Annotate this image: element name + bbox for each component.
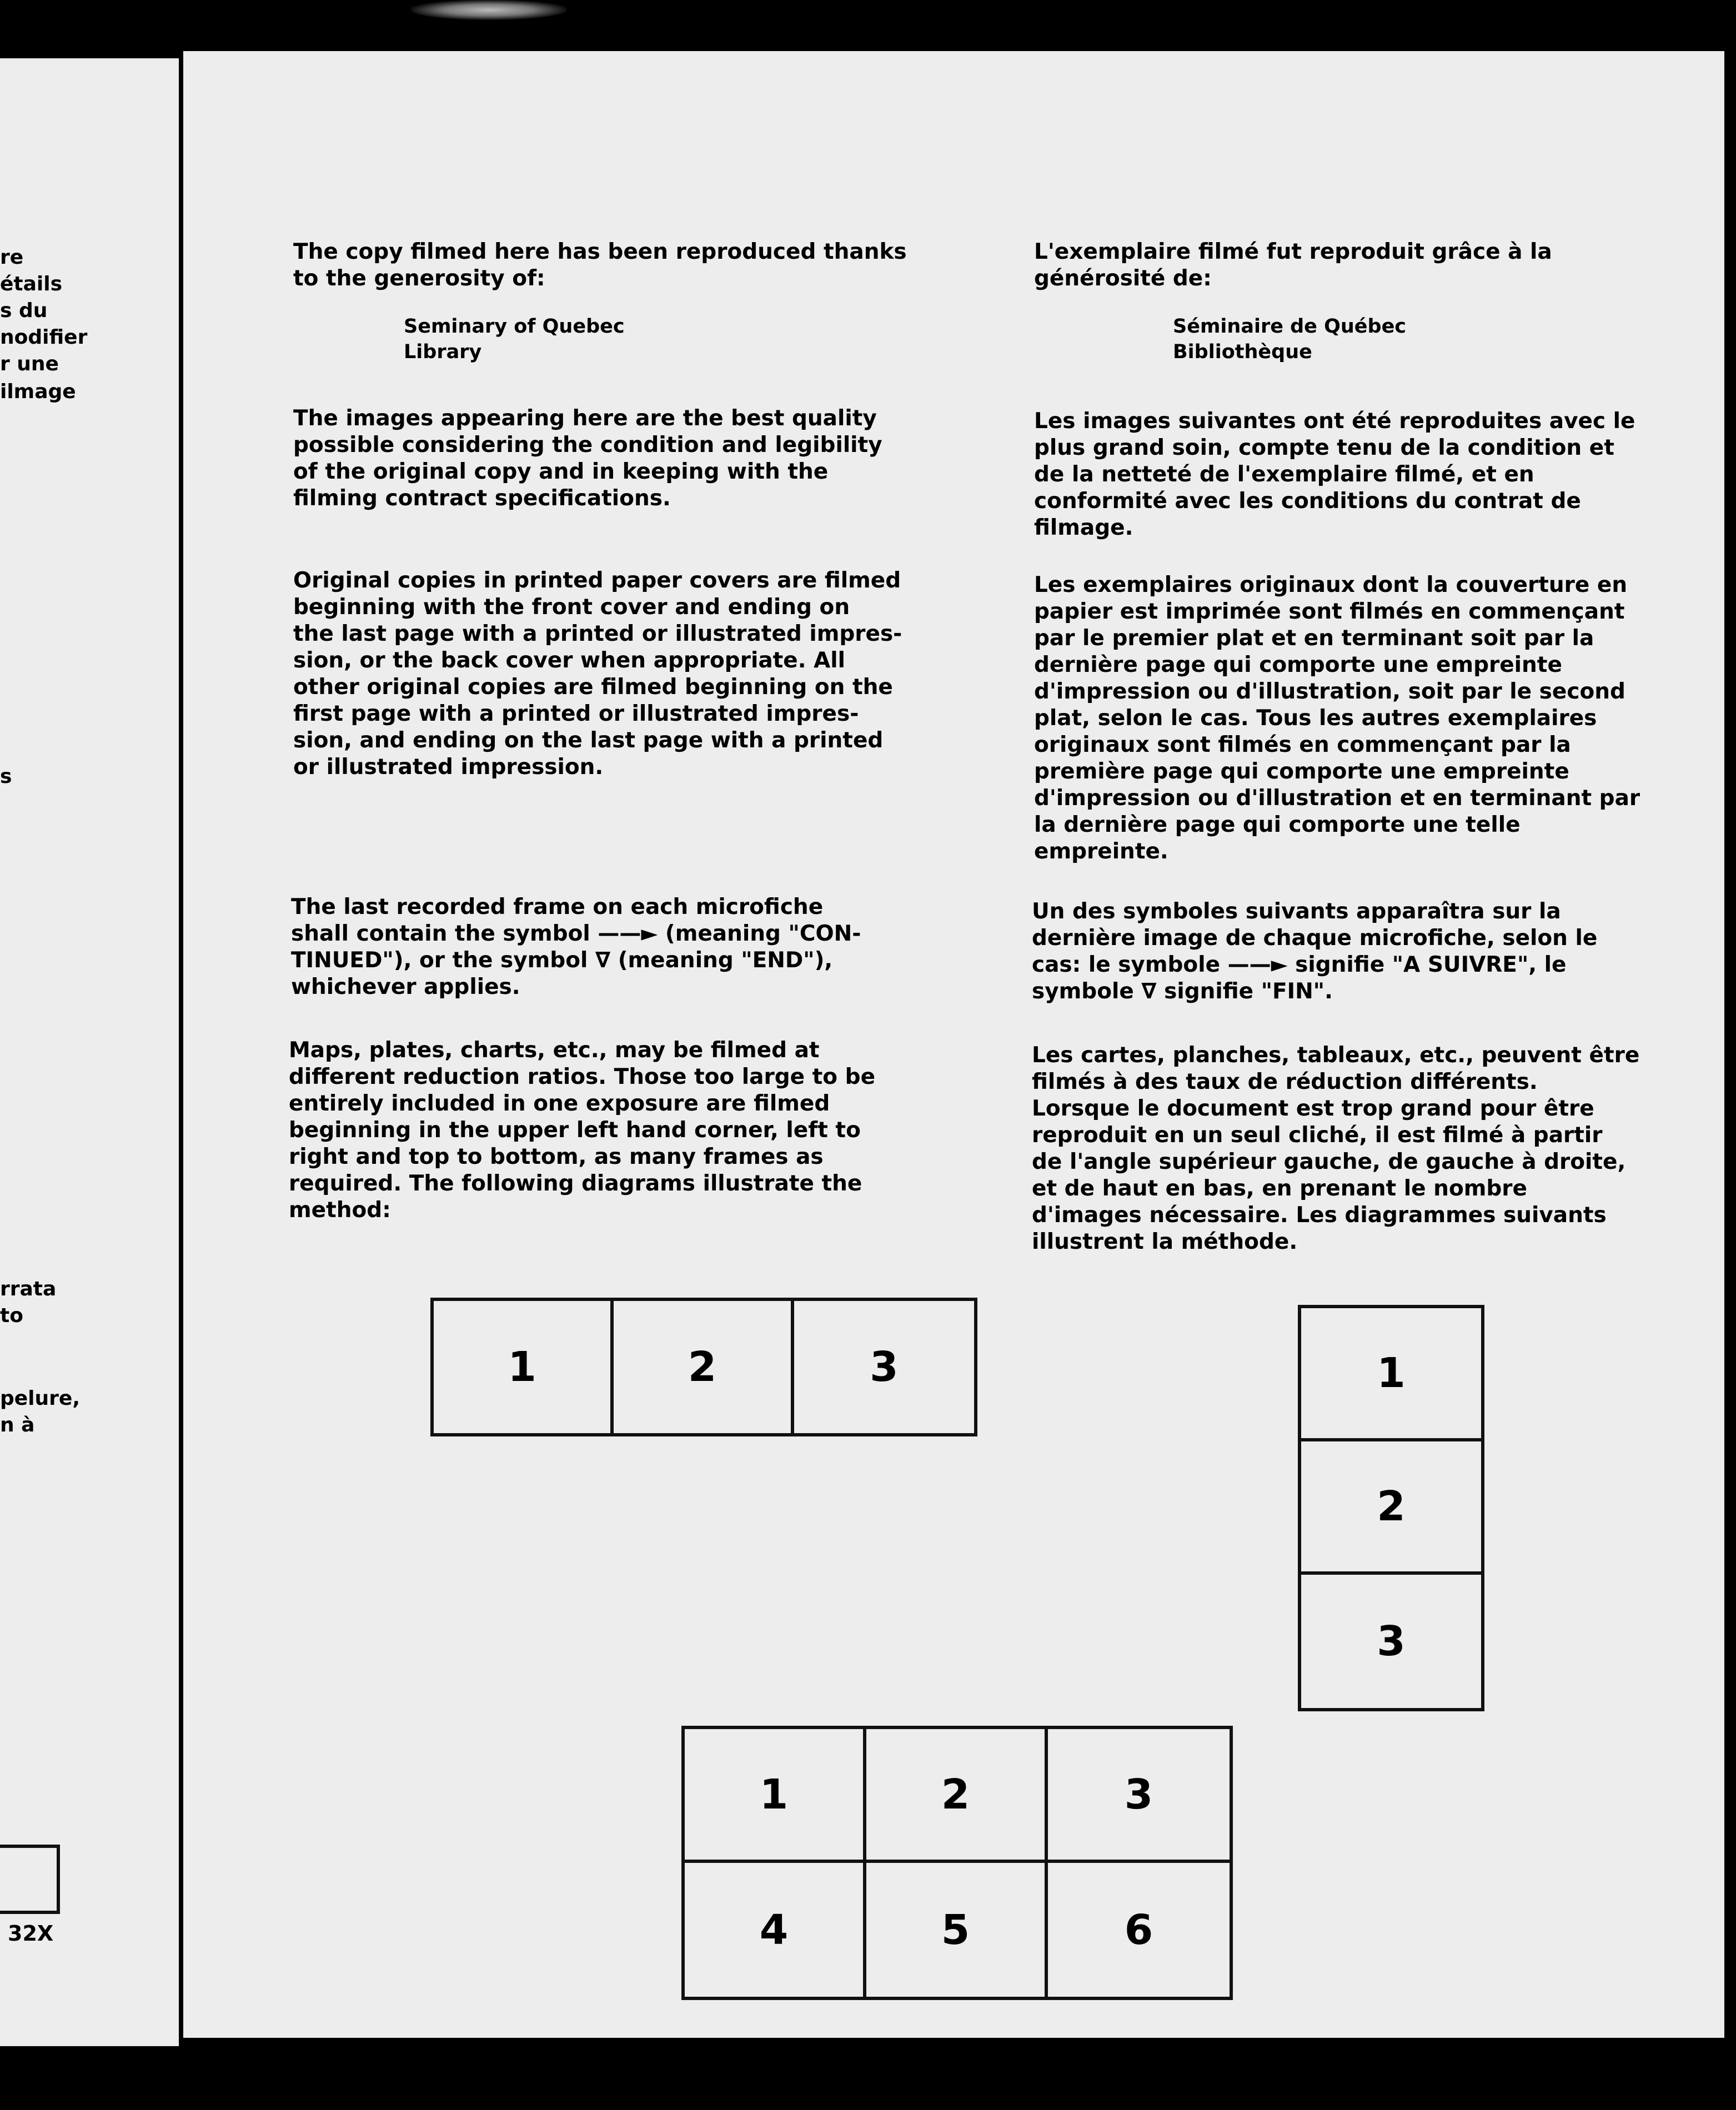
magnification-label: 32X bbox=[8, 1921, 54, 1946]
fr-quality-paragraph: Les images suivantes ont été reproduites avec le plus grand soin, compte tenu de la condition et de la netteté de l'exemplaire filmé, et en conformité avec les conditions du contrat de filmage. bbox=[1034, 409, 1635, 540]
edge-text-line: nodifier bbox=[0, 326, 88, 349]
frame-cell: 1 bbox=[685, 1729, 866, 1863]
en-thanks-paragraph: The copy filmed here has been reproduced thanks to the generosity of: bbox=[293, 239, 907, 291]
en-symbol-paragraph: The last recorded frame on each microfiche shall contain the symbol ——► (meaning "CON- TINUED"), or the symbol ∇ (meaning "END"), whichever applies. bbox=[291, 895, 861, 999]
fr-covers-paragraph: Les exemplaires originaux dont la couverture en papier est imprimée sont filmés en commençant par le premier plat et en terminant soit par la dernière page qui comporte une empreinte d'impression ou d'illustration, soit par le second plat, selon le cas. Tous les autres exemplaires originaux sont filmés en commençant par la première page qui comporte une empreinte d'impression ou d'illustration et en terminant par la dernière page qui comporte une telle empreinte. bbox=[1034, 572, 1640, 864]
frame-cell: 6 bbox=[1124, 1906, 1153, 1954]
frame-cell: 3 bbox=[1048, 1729, 1230, 1863]
frame-cell: 2 bbox=[614, 1301, 794, 1433]
frame-cell: 5 bbox=[866, 1863, 1048, 1997]
frame-cell: 4 bbox=[685, 1863, 866, 1997]
frame-cell: 2 bbox=[1301, 1441, 1481, 1575]
frame-cell: 2 bbox=[866, 1729, 1048, 1863]
edge-text-line: r une bbox=[0, 353, 59, 375]
calibration-square bbox=[0, 1845, 60, 1914]
diagram-horizontal bbox=[430, 1298, 977, 1436]
edge-text-line: rrata bbox=[0, 1278, 57, 1300]
frame-cell: 3 bbox=[870, 1343, 899, 1391]
en-quality-paragraph: The images appearing here are the best quality possible considering the condition and legibility of the original copy and in keeping with the filming contract specifications. bbox=[293, 406, 882, 511]
en-institution: Seminary of Quebec Library bbox=[404, 315, 625, 363]
edge-text-line: ilmage bbox=[0, 380, 76, 403]
edge-text-line: s bbox=[0, 765, 12, 788]
fr-maps-paragraph: Les cartes, planches, tableaux, etc., peuvent être filmés à des taux de réduction différents. Lorsque le document est trop grand pour être reproduit en un seul cliché, il est filmé à partir de l'angle supérieur gauche, de gauche à droite, et de haut en bas, en prenant le nombre d'images nécessaire. Les diagrammes suivants illustrent la méthode. bbox=[1032, 1043, 1640, 1254]
diagram-vertical bbox=[1298, 1305, 1484, 1711]
scan-smudge bbox=[411, 0, 566, 20]
edge-text-line: étails bbox=[0, 273, 63, 295]
fr-thanks-paragraph: L'exemplaire filmé fut reproduit grâce à la générosité de: bbox=[1034, 239, 1552, 291]
edge-text-line: to bbox=[0, 1304, 23, 1327]
edge-text-line: n à bbox=[0, 1414, 35, 1436]
en-maps-paragraph: Maps, plates, charts, etc., may be filmed at different reduction ratios. Those too large to be entirely included in one exposure are filmed beginning in the upper left hand corner, left to right and top to bottom, as many frames as required. The following diagrams illustrate the method: bbox=[289, 1038, 876, 1223]
fr-symbol-paragraph: Un des symboles suivants apparaîtra sur la dernière image de chaque microfiche, selon le cas: le symbole ——► signifie "A SUIVRE", le symbole ∇ signifie "FIN". bbox=[1032, 899, 1598, 1004]
diagram-grid bbox=[681, 1726, 1233, 2000]
frame-cell: 1 bbox=[1301, 1308, 1481, 1441]
frame-cell: 3 bbox=[1377, 1617, 1406, 1665]
edge-text-line: re bbox=[0, 246, 24, 269]
fr-institution: Séminaire de Québec Bibliothèque bbox=[1173, 315, 1407, 363]
frame-cell: 1 bbox=[434, 1301, 614, 1433]
en-covers-paragraph: Original copies in printed paper covers are filmed beginning with the front cover and ending on the last page with a printed or illustrated impres- sion, or the back cover when appropriate. All other original copies are filmed beginning on the first page with a printed or illustrated impres- sion, and ending on the last page with a printed or illustrated impression. bbox=[293, 568, 902, 780]
edge-text-line: pelure, bbox=[0, 1387, 80, 1410]
edge-text-line: s du bbox=[0, 299, 48, 322]
